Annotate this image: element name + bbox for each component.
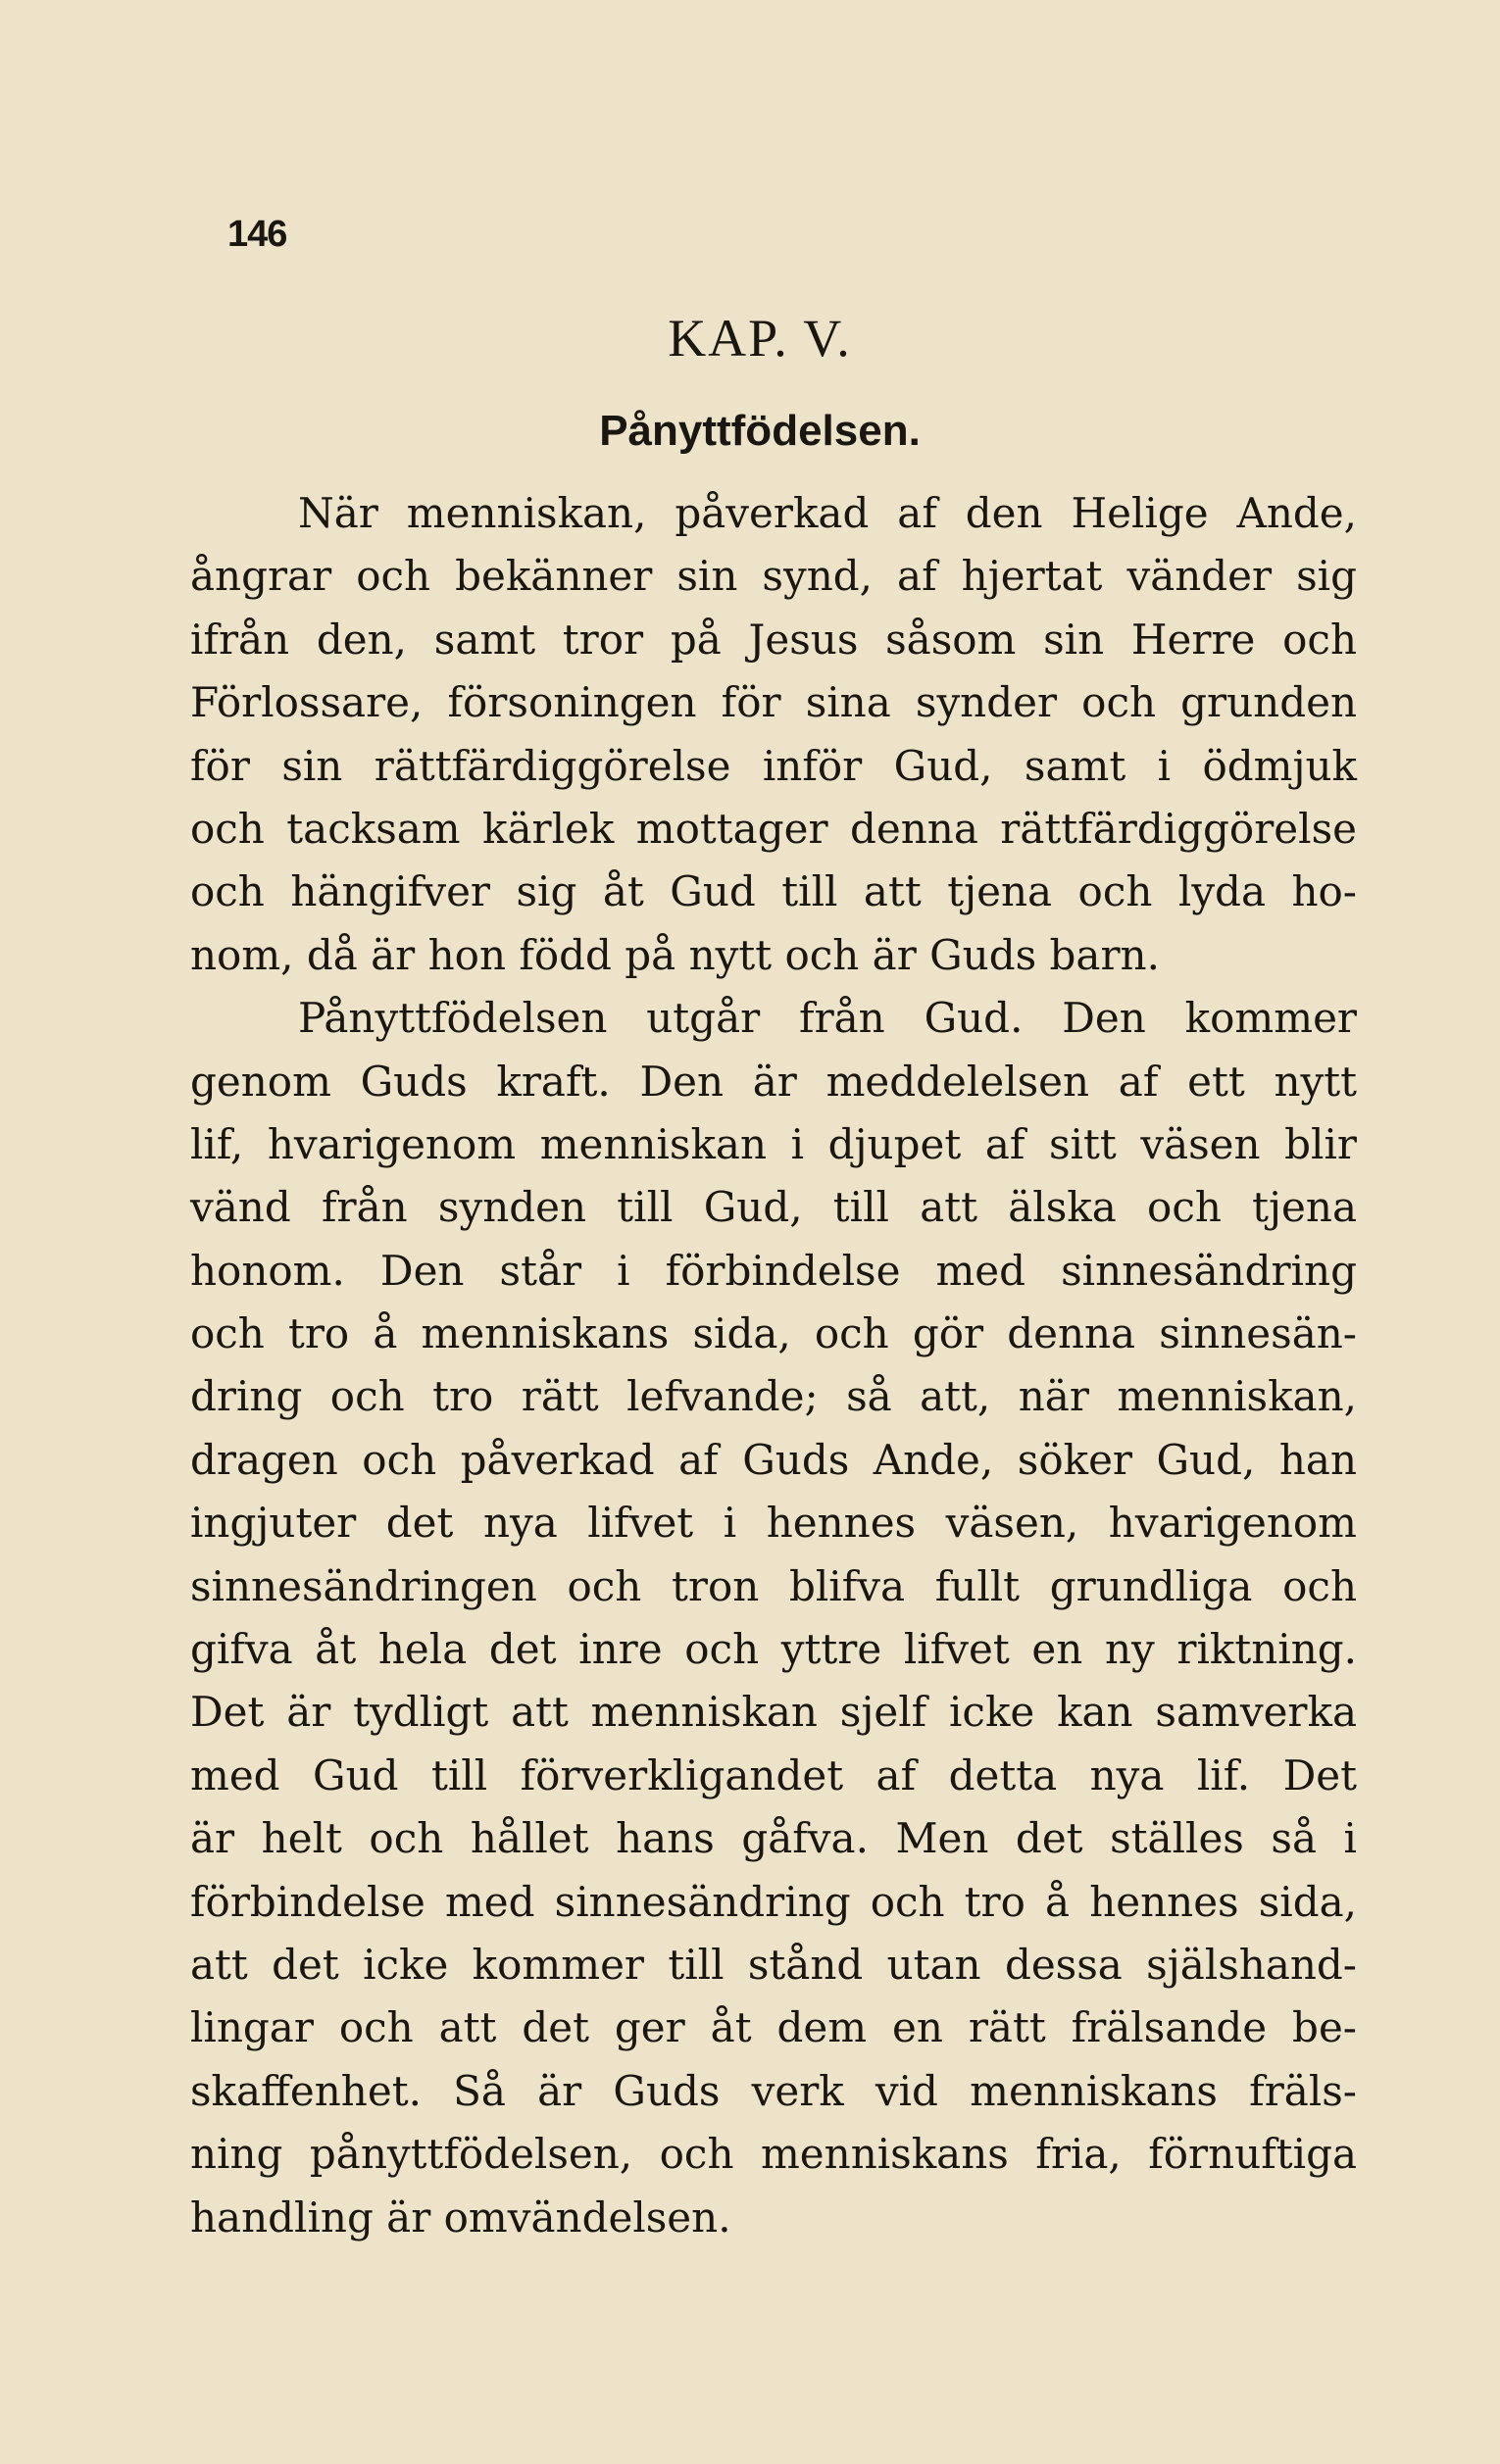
text-line: nom, då är hon född på nytt och är Guds barn.	[190, 930, 1160, 979]
text-line: att det icke kommer till stånd utan dessa själshand-	[190, 1940, 1357, 1989]
text-line: ångrar och bekänner sin synd, af hjertat vänder sig	[190, 552, 1357, 601]
text-line: genom Guds kraft. Den är meddelelsen af ett nytt	[190, 1057, 1357, 1106]
text-line: vänd från synden till Gud, till att älska och tjena	[190, 1183, 1357, 1232]
text-line: lingar och att det ger åt dem en rätt frälsande be-	[190, 2003, 1357, 2052]
text-line: ingjuter det nya lifvet i hennes väsen, hvarigenom	[190, 1499, 1357, 1548]
section-title: Pånyttfödelsen.	[599, 407, 921, 455]
text-line: dragen och påverkad af Guds Ande, söker Gud, han	[190, 1435, 1357, 1484]
text-line: och tro å menniskans sida, och gör denna sinnesän-	[190, 1309, 1357, 1358]
body-text	[190, 482, 1357, 2249]
text-line: för sin rättfärdiggörelse inför Gud, samt i ödmjuk	[190, 741, 1357, 790]
text-line: är helt och hållet hans gåfva. Men det ställes så i	[190, 1814, 1357, 1863]
text-line: skaffenhet. Så är Guds verk vid menniskans fräls-	[190, 2066, 1357, 2115]
text-line: lif, hvarigenom menniskan i djupet af sitt väsen blir	[190, 1119, 1357, 1168]
text-line: förbindelse med sinnesändring och tro å hennes sida,	[190, 1877, 1357, 1926]
text-line: handling är omvändelsen.	[190, 2193, 731, 2242]
text-line: och hängifver sig åt Gud till att tjena och lyda ho-	[190, 867, 1357, 916]
text-line: Förlossare, försoningen för sina synder och grunden	[190, 678, 1357, 727]
text-line: Pånyttfödelsen utgår från Gud. Den kommer	[298, 994, 1357, 1043]
chapter-heading: KAP. V.	[668, 309, 852, 368]
text-line: honom. Den står i förbindelse med sinnesändring	[190, 1246, 1357, 1295]
text-line: med Gud till förverkligandet af detta nya lif. Det	[190, 1750, 1357, 1799]
text-line: ning pånyttfödelsen, och menniskans fria, förnuftiga	[190, 2130, 1357, 2179]
text-line: ifrån den, samt tror på Jesus såsom sin Herre och	[190, 615, 1357, 664]
text-line: dring och tro rätt lefvande; så att, när menniskan,	[190, 1372, 1357, 1421]
text-line: gifva åt hela det inre och yttre lifvet en ny riktning.	[190, 1625, 1357, 1674]
text-line: Det är tydligt att menniskan sjelf icke kan samverka	[190, 1688, 1357, 1737]
text-line: sinnesändringen och tron blifva fullt grundliga och	[190, 1561, 1357, 1610]
page-number: 146	[227, 214, 287, 255]
text-line: och tacksam kärlek mottager denna rättfärdiggörelse	[190, 804, 1357, 853]
text-line: När menniskan, påverkad af den Helige Ande,	[298, 489, 1357, 537]
